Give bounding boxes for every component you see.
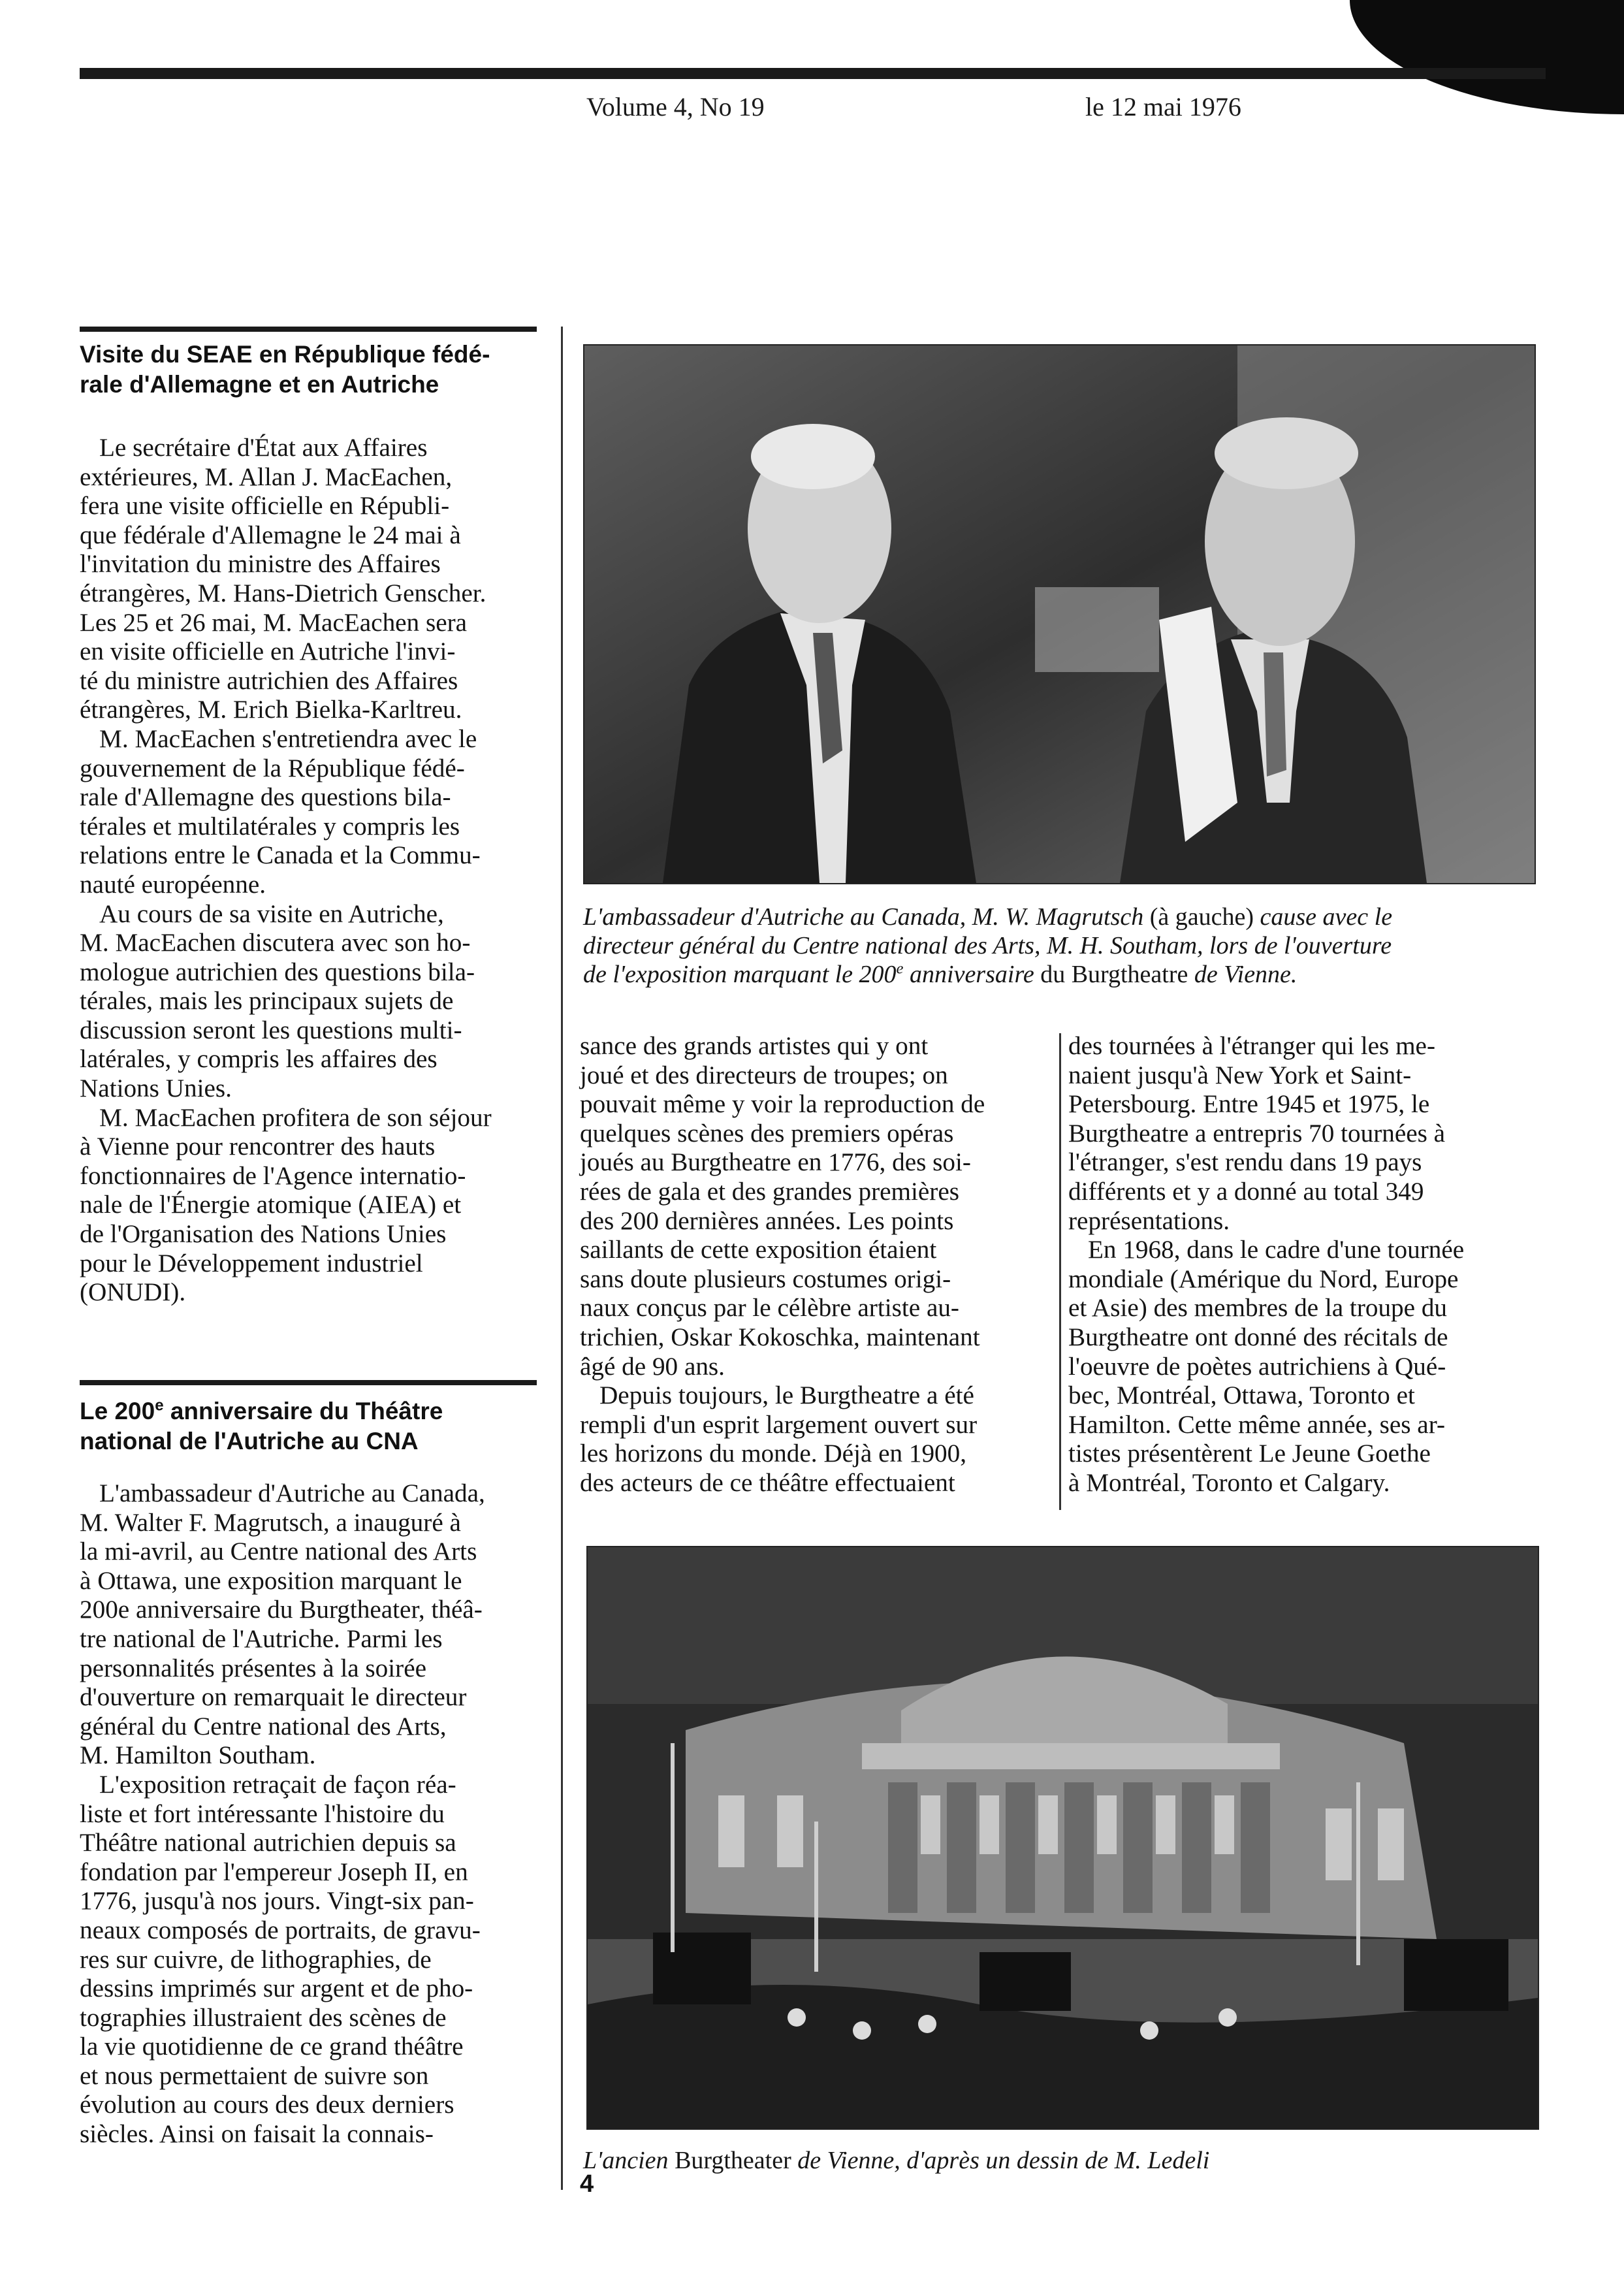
- article2-column3-line: bec, Montréal, Ottawa, Toronto et: [1068, 1381, 1415, 1410]
- scan-corner-mark: [1350, 0, 1624, 114]
- article1-body-line: Au cours de sa visite en Autriche,: [99, 899, 444, 928]
- article1-body-line: M. MacEachen s'entretiendra avec le: [99, 724, 477, 753]
- article2-column2-line: rempli d'un esprit largement ouvert sur: [580, 1410, 978, 1439]
- article2-column1-line: tographies illustraient des scènes de: [80, 2003, 447, 2032]
- article1-body: [80, 434, 543, 1308]
- article1-rule: [80, 327, 537, 332]
- article2-column2-line: rées de gala et des grandes premières: [580, 1177, 960, 1206]
- article2-column2: [580, 1032, 1050, 1498]
- article2-column1-line: la mi-avril, au Centre national des Arts: [80, 1537, 477, 1566]
- article2-column1-line: neaux composés de portraits, de gravu-: [80, 1916, 481, 1944]
- article1-body-line: relations entre le Canada et la Commu-: [80, 841, 481, 870]
- article2-column3: [1068, 1032, 1548, 1498]
- header-rule: [80, 68, 1546, 79]
- article2-column3-line: Burgtheatre ont donné des récitals de: [1068, 1323, 1448, 1351]
- photo2-caption: L'ancien Burgtheater de Vienne, d'après un dessin de M. Ledeli: [583, 2147, 1210, 2174]
- photo-ambassador-and-director-image: [584, 345, 1535, 883]
- article2-column3-line: Burgtheatre a entrepris 70 tournées à: [1068, 1119, 1446, 1148]
- photo1-caption: [583, 903, 1543, 989]
- photo-ambassador-and-director: [583, 344, 1536, 884]
- article1-body-line: Le secrétaire d'État aux Affaires: [99, 434, 428, 462]
- article1-heading-line2: rale d'Allemagne et en Autriche: [80, 371, 439, 398]
- article2-column3-line: mondiale (Amérique du Nord, Europe: [1068, 1264, 1459, 1293]
- photo1-caption-line1: L'ambassadeur d'Autriche au Canada, M. W. Magrutsch (à gauche) cause avec le: [583, 903, 1393, 931]
- issue-volume: Volume 4, No 19: [586, 92, 765, 121]
- article2-column1-line: M. Walter F. Magrutsch, a inauguré à: [80, 1508, 461, 1537]
- article2-column2-line: Depuis toujours, le Burgtheatre a été: [599, 1381, 974, 1410]
- article1-body-line: nale de l'Énergie atomique (AIEA) et: [80, 1191, 462, 1219]
- article2-column2-line: joué et des directeurs de troupes; on: [580, 1061, 948, 1089]
- article2-rule: [80, 1380, 537, 1385]
- article2-heading: [80, 1396, 537, 1456]
- article2-column1-line: siècles. Ainsi on faisait la connais-: [80, 2120, 434, 2149]
- article1-body-line: à Vienne pour rencontrer des hauts: [80, 1132, 436, 1161]
- illustration-old-burgtheater-image: [588, 1547, 1538, 2128]
- article2-column3-line: à Montréal, Toronto et Calgary.: [1068, 1468, 1390, 1497]
- article1-body-line: Les 25 et 26 mai, M. MacEachen sera: [80, 608, 468, 637]
- article1-heading: [80, 340, 537, 400]
- article2-column3-line: l'étranger, s'est rendu dans 19 pays: [1068, 1148, 1422, 1177]
- article2-column1-line: évolution au cours des deux derniers: [80, 2091, 454, 2119]
- article1-body-line: rale d'Allemagne des questions bila-: [80, 783, 451, 812]
- article1-body-line: pour le Développement industriel: [80, 1249, 423, 1277]
- article2-column3-line: Hamilton. Cette même année, ses ar-: [1068, 1410, 1446, 1439]
- article2-column1-line: à Ottawa, une exposition marquant le: [80, 1566, 462, 1595]
- article1-body-line: gouvernement de la République fédé-: [80, 754, 465, 782]
- article2-column2-line: des acteurs de ce théâtre effectuaient: [580, 1468, 955, 1497]
- issue-date: le 12 mai 1976: [1085, 92, 1241, 121]
- article2-heading-line2: national de l'Autriche au CNA: [80, 1428, 419, 1454]
- column-divider-right: [1059, 1033, 1061, 1510]
- article2-column3-line: En 1968, dans le cadre d'une tournée: [1088, 1236, 1465, 1264]
- article2-column1-line: fondation par l'empereur Joseph II, en: [80, 1857, 468, 1886]
- article1-body-line: étrangères, M. Erich Bielka-Karltreu.: [80, 696, 462, 724]
- article2-column1-line: M. Hamilton Southam.: [80, 1741, 316, 1770]
- article2-column1-line: tre national de l'Autriche. Parmi les: [80, 1624, 443, 1653]
- article2-column2-line: les horizons du monde. Déjà en 1900,: [580, 1439, 967, 1468]
- article1-body-line: M. MacEachen discutera avec son ho-: [80, 929, 471, 957]
- article2-column1-line: 200e anniversaire du Burgtheater, théâ-: [80, 1596, 483, 1624]
- article2-column1-line: Théâtre national autrichien depuis sa: [80, 1829, 456, 1857]
- illustration-old-burgtheater: [586, 1546, 1539, 2130]
- article1-body-line: latérales, y compris les affaires des: [80, 1045, 438, 1074]
- article2-heading-line1: Le 200e anniversaire du Théâtre: [80, 1396, 443, 1424]
- article1-body-line: de l'Organisation des Nations Unies: [80, 1220, 447, 1249]
- article1-body-line: l'invitation du ministre des Affaires: [80, 550, 441, 579]
- article1-body-line: fera une visite officielle en Républi-: [80, 492, 450, 521]
- article2-column3-line: Petersbourg. Entre 1945 et 1975, le: [1068, 1090, 1430, 1119]
- article2-column1-line: la vie quotidienne de ce grand théâtre: [80, 2032, 464, 2061]
- article2-column2-line: quelques scènes des premiers opéras: [580, 1119, 954, 1148]
- article2-column3-line: tistes présentèrent Le Jeune Goethe: [1068, 1439, 1431, 1468]
- column-divider-left: [561, 327, 563, 2190]
- article2-column1-line: dessins imprimés sur argent et de pho-: [80, 1974, 473, 2003]
- article2-column3-line: représentations.: [1068, 1206, 1230, 1235]
- article1-body-line: té du ministre autrichien des Affaires: [80, 666, 458, 695]
- article2-column3-line: des tournées à l'étranger qui les me-: [1068, 1032, 1435, 1060]
- article1-body-line: que fédérale d'Allemagne le 24 mai à: [80, 521, 461, 549]
- article2-column1-line: res sur cuivre, de lithographies, de: [80, 1945, 432, 1974]
- article1-body-line: discussion seront les questions multi-: [80, 1016, 462, 1044]
- article2-column1-line: d'ouverture on remarquait le directeur: [80, 1683, 467, 1712]
- article1-body-line: en visite officielle en Autriche l'invi-: [80, 637, 456, 666]
- article2-column1-line: personnalités présentes à la soirée: [80, 1654, 427, 1682]
- article1-body-line: fonctionnaires de l'Agence internatio-: [80, 1161, 466, 1190]
- photo1-caption-line2: directeur général du Centre national des Arts, M. H. Southam, lors de l'ouverture: [583, 932, 1392, 959]
- article1-body-line: Nations Unies.: [80, 1074, 232, 1103]
- article1-body-line: térales, mais les principaux sujets de: [80, 987, 454, 1016]
- article2-column3-line: différents et y a donné au total 349: [1068, 1177, 1424, 1206]
- article2-column1-line: liste et fort intéressante l'histoire du: [80, 1799, 445, 1828]
- article1-body-line: extérieures, M. Allan J. MacEachen,: [80, 462, 453, 491]
- article1-body-line: étrangères, M. Hans-Dietrich Genscher.: [80, 579, 486, 607]
- article2-column1-line: général du Centre national des Arts,: [80, 1712, 447, 1741]
- article1-body-line: (ONUDI).: [80, 1278, 186, 1307]
- article2-column3-line: naient jusqu'à New York et Saint-: [1068, 1061, 1412, 1089]
- article2-column1-line: 1776, jusqu'à nos jours. Vingt-six pan-: [80, 1887, 474, 1916]
- article2-column2-line: des 200 dernières années. Les points: [580, 1206, 954, 1235]
- article2-column1-line: L'exposition retraçait de façon réa-: [99, 1770, 456, 1799]
- article2-column2-line: sance des grands artistes qui y ont: [580, 1032, 929, 1060]
- photo1-caption-line3: de l'exposition marquant le 200e anniversaire du Burgtheatre de Vienne.: [583, 959, 1298, 988]
- article1-body-line: térales et multilatérales y compris les: [80, 812, 460, 841]
- article2-column2-line: pouvait même y voir la reproduction de: [580, 1090, 985, 1119]
- article2-column3-line: et Asie) des membres de la troupe du: [1068, 1294, 1448, 1323]
- article2-column2-line: saillants de cette exposition étaient: [580, 1236, 937, 1264]
- article2-column2-line: sans doute plusieurs costumes origi-: [580, 1264, 951, 1293]
- page-number: 4: [580, 2170, 594, 2198]
- article2-column2-line: trichien, Oskar Kokoschka, maintenant: [580, 1323, 980, 1351]
- article2-column1-line: L'ambassadeur d'Autriche au Canada,: [99, 1479, 485, 1507]
- article2-column1: [80, 1479, 543, 2149]
- article1-body-line: mologue autrichien des questions bila-: [80, 957, 475, 986]
- article1-body-line: M. MacEachen profitera de son séjour: [99, 1103, 492, 1132]
- article2-column2-line: naux conçus par le célèbre artiste au-: [580, 1294, 959, 1323]
- article2-column1-line: et nous permettaient de suivre son: [80, 2061, 429, 2090]
- article1-heading-line1: Visite du SEAE en République fédé-: [80, 341, 490, 368]
- article1-body-line: nauté européenne.: [80, 870, 266, 899]
- article2-column3-line: l'oeuvre de poètes autrichiens à Qué-: [1068, 1352, 1446, 1381]
- article2-column2-line: joués au Burgtheatre en 1776, des soi-: [580, 1148, 971, 1177]
- article2-column2-line: âgé de 90 ans.: [580, 1352, 725, 1381]
